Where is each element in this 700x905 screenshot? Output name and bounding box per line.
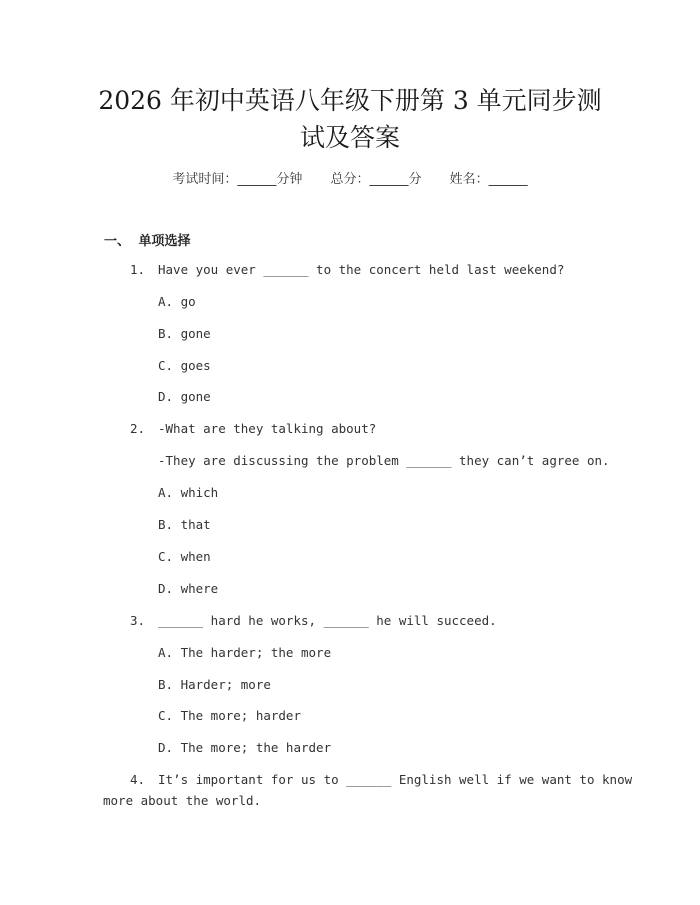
question-number: 2. — [130, 421, 146, 436]
question-2 — [130, 421, 376, 436]
option: B. that — [158, 517, 211, 532]
question-1 — [130, 262, 564, 277]
question-3 — [130, 613, 497, 628]
question-text: ______ hard he works, ______ he will succeed. — [158, 613, 497, 628]
option: B. Harder; more — [158, 677, 271, 692]
section-number: 一、 — [104, 234, 131, 249]
title-line-2: 试及答案 — [299, 123, 400, 152]
option: A. go — [158, 294, 196, 309]
question-text-continued: -They are discussing the problem ______ they can’t agree on. — [158, 453, 610, 468]
option: D. gone — [158, 389, 211, 404]
question-text: -What are they talking about? — [158, 421, 377, 436]
student-name: 姓名：______ — [449, 172, 528, 187]
option: A. which — [158, 485, 219, 500]
title-line-1: 2026 年初中英语八年级下册第 3 单元同步测 — [98, 86, 602, 115]
option: D. The more; the harder — [158, 740, 332, 755]
question-text-continued: more about the world. — [103, 793, 262, 808]
exam-meta — [0, 168, 700, 187]
question-4 — [130, 772, 632, 787]
exam-time: 考试时间：______分钟 — [172, 172, 303, 187]
section-label: 单项选择 — [138, 234, 191, 249]
document-title — [80, 82, 620, 156]
question-text: Have you ever ______ to the concert held last weekend? — [158, 262, 565, 277]
option: C. goes — [158, 358, 211, 373]
option: A. The harder; the more — [158, 645, 332, 660]
question-number: 4. — [130, 772, 146, 787]
option: B. gone — [158, 326, 211, 341]
question-number: 3. — [130, 613, 146, 628]
question-number: 1. — [130, 262, 146, 277]
question-text: It’s important for us to ______ English well if we want to know — [158, 772, 633, 787]
option: D. where — [158, 581, 219, 596]
section-heading — [104, 230, 191, 249]
option: C. The more; harder — [158, 708, 301, 723]
exam-total-score: 总分：______分 — [330, 172, 422, 187]
option: C. when — [158, 549, 211, 564]
